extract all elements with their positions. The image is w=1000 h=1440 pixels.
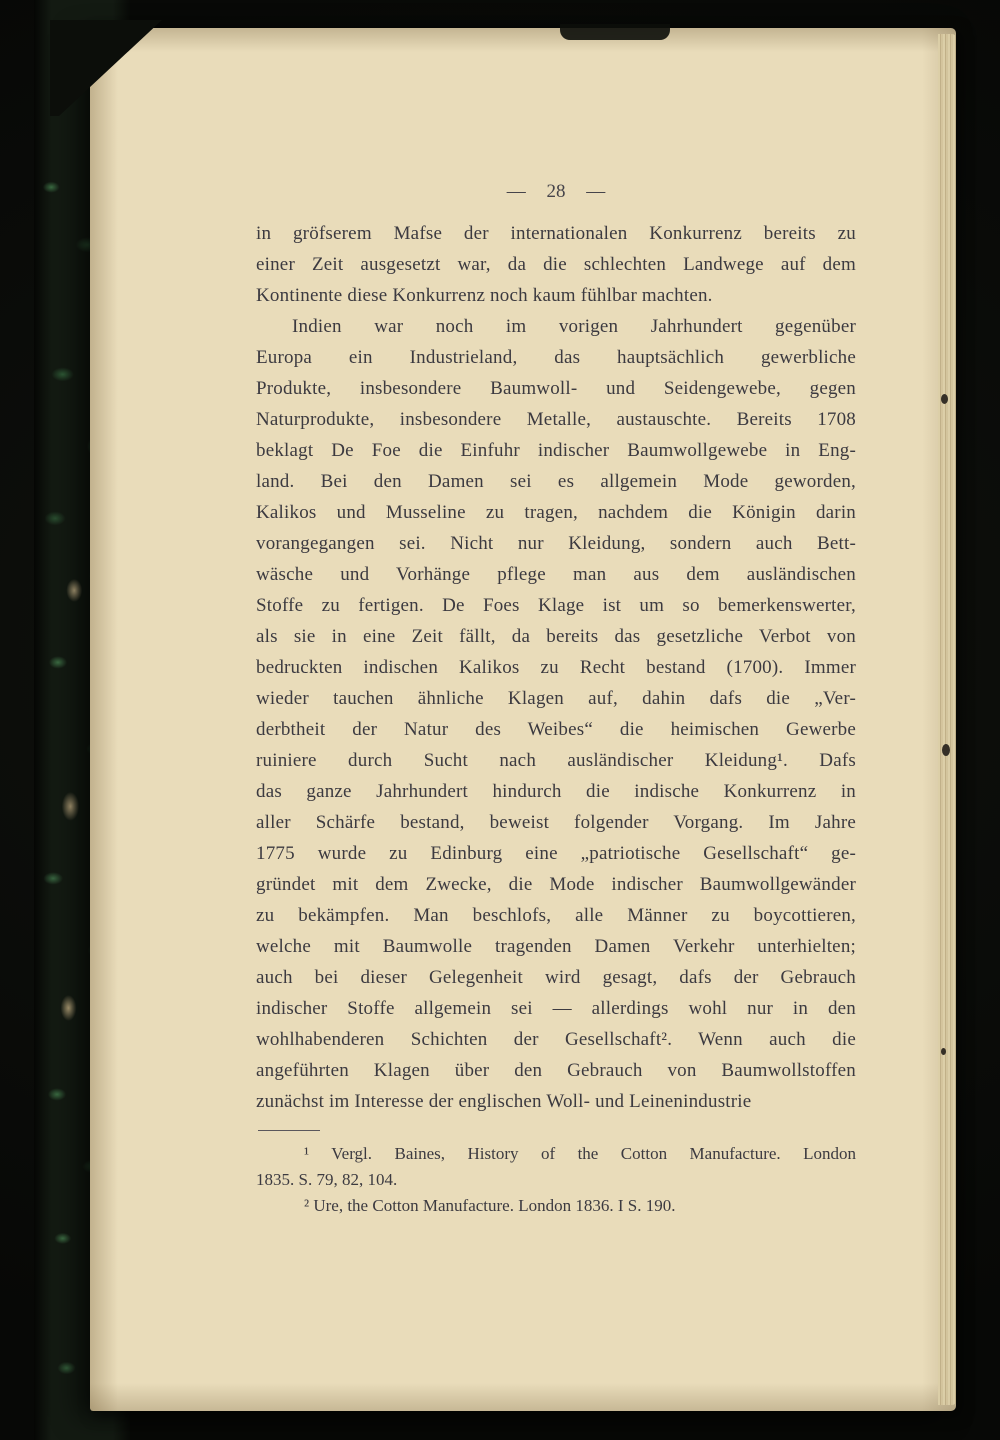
text-line: wieder tauchen ähnliche Klagen auf, dahin dafs die „Ver- [256,688,856,709]
text-line: als sie in eine Zeit fällt, da bereits das gesetzliche Verbot von [256,626,856,647]
text-line: angeführten Klagen über den Gebrauch von Baumwollstoffen [256,1060,856,1081]
text-line: ¹ Vergl. Baines, History of the Cotton Manufacture. London [304,1144,856,1163]
text-line: 1775 wurde zu Edinburg eine „patriotische Gesellschaft“ ge- [256,843,856,864]
text-line: welche mit Baumwolle tragenden Damen Verkehr unterhielten; [256,936,856,957]
text-line: beklagt De Foe die Einfuhr indischer Baumwollgewebe in Eng- [256,440,856,461]
book-page [90,28,956,1411]
text-line: derbtheit der Natur des Weibes“ die heimischen Gewerbe [256,719,856,740]
text-line: Produkte, insbesondere Baumwoll- und Seidengewebe, gegen [256,378,856,399]
footnotes [256,1141,856,1219]
page-number: — 28 — [506,181,606,202]
text-line: wohlhabenderen Schichten der Gesellschaft². Wenn auch die [256,1029,856,1050]
text-line: zu bekämpfen. Man beschlofs, alle Männer zu boycottieren, [256,905,856,926]
footnote-divider [258,1130,320,1131]
text-line: 1835. S. 79, 82, 104. [256,1170,398,1189]
text-line: Naturprodukte, insbesondere Metalle, austauschte. Bereits 1708 [256,409,856,430]
text-line: land. Bei den Damen sei es allgemein Mode geworden, [256,471,856,492]
text-line: bedruckten indischen Kalikos zu Recht bestand (1700). Immer [256,657,856,678]
text-line: einer Zeit ausgesetzt war, da die schlechten Landwege auf dem [256,254,856,275]
page-speck [942,744,950,756]
text-line: Stoffe zu fertigen. De Foes Klage ist um so bemerkenswerter, [256,595,856,616]
text-line: gründet mit dem Zwecke, die Mode indischer Baumwollgewänder [256,874,856,895]
text-line: zunächst im Interesse der englischen Woll- und Leinenindustrie [256,1091,752,1112]
text-line: aller Schärfe bestand, beweist folgender Vorgang. Im Jahre [256,812,856,833]
page-speck [941,394,948,404]
text-line: vorangegangen sei. Nicht nur Kleidung, sondern auch Bett- [256,533,856,554]
text-line: indischer Stoffe allgemein sei — allerdings wohl nur in den [256,998,856,1019]
page-edge-stack [938,34,956,1405]
text-line: Kontinente diese Konkurrenz noch kaum fühlbar machten. [256,285,713,306]
text-line: Kalikos und Musseline zu tragen, nachdem die Königin darin [256,502,856,523]
text-line: wäsche und Vorhänge pflege man aus dem ausländischen [256,564,856,585]
text-line: ² Ure, the Cotton Manufacture. London 1836. I S. 190. [304,1196,676,1215]
text-line: Indien war noch im vorigen Jahrhundert gegenüber [292,316,856,337]
page-content [256,176,856,1219]
text-line: Europa ein Industrieland, das hauptsächlich gewerbliche [256,347,856,368]
text-line: in gröfserem Mafse der internationalen Konkurrenz bereits zu [256,223,856,244]
text-line: auch bei dieser Gelegenheit wird gesagt, dafs der Gebrauch [256,967,856,988]
text-line: das ganze Jahrhundert hindurch die indische Konkurrenz in [256,781,856,802]
cover-top-notch [560,24,670,40]
text-line: ruiniere durch Sucht nach ausländischer Kleidung¹. Dafs [256,750,856,771]
body-text [256,218,856,1117]
page-speck [941,1048,946,1055]
